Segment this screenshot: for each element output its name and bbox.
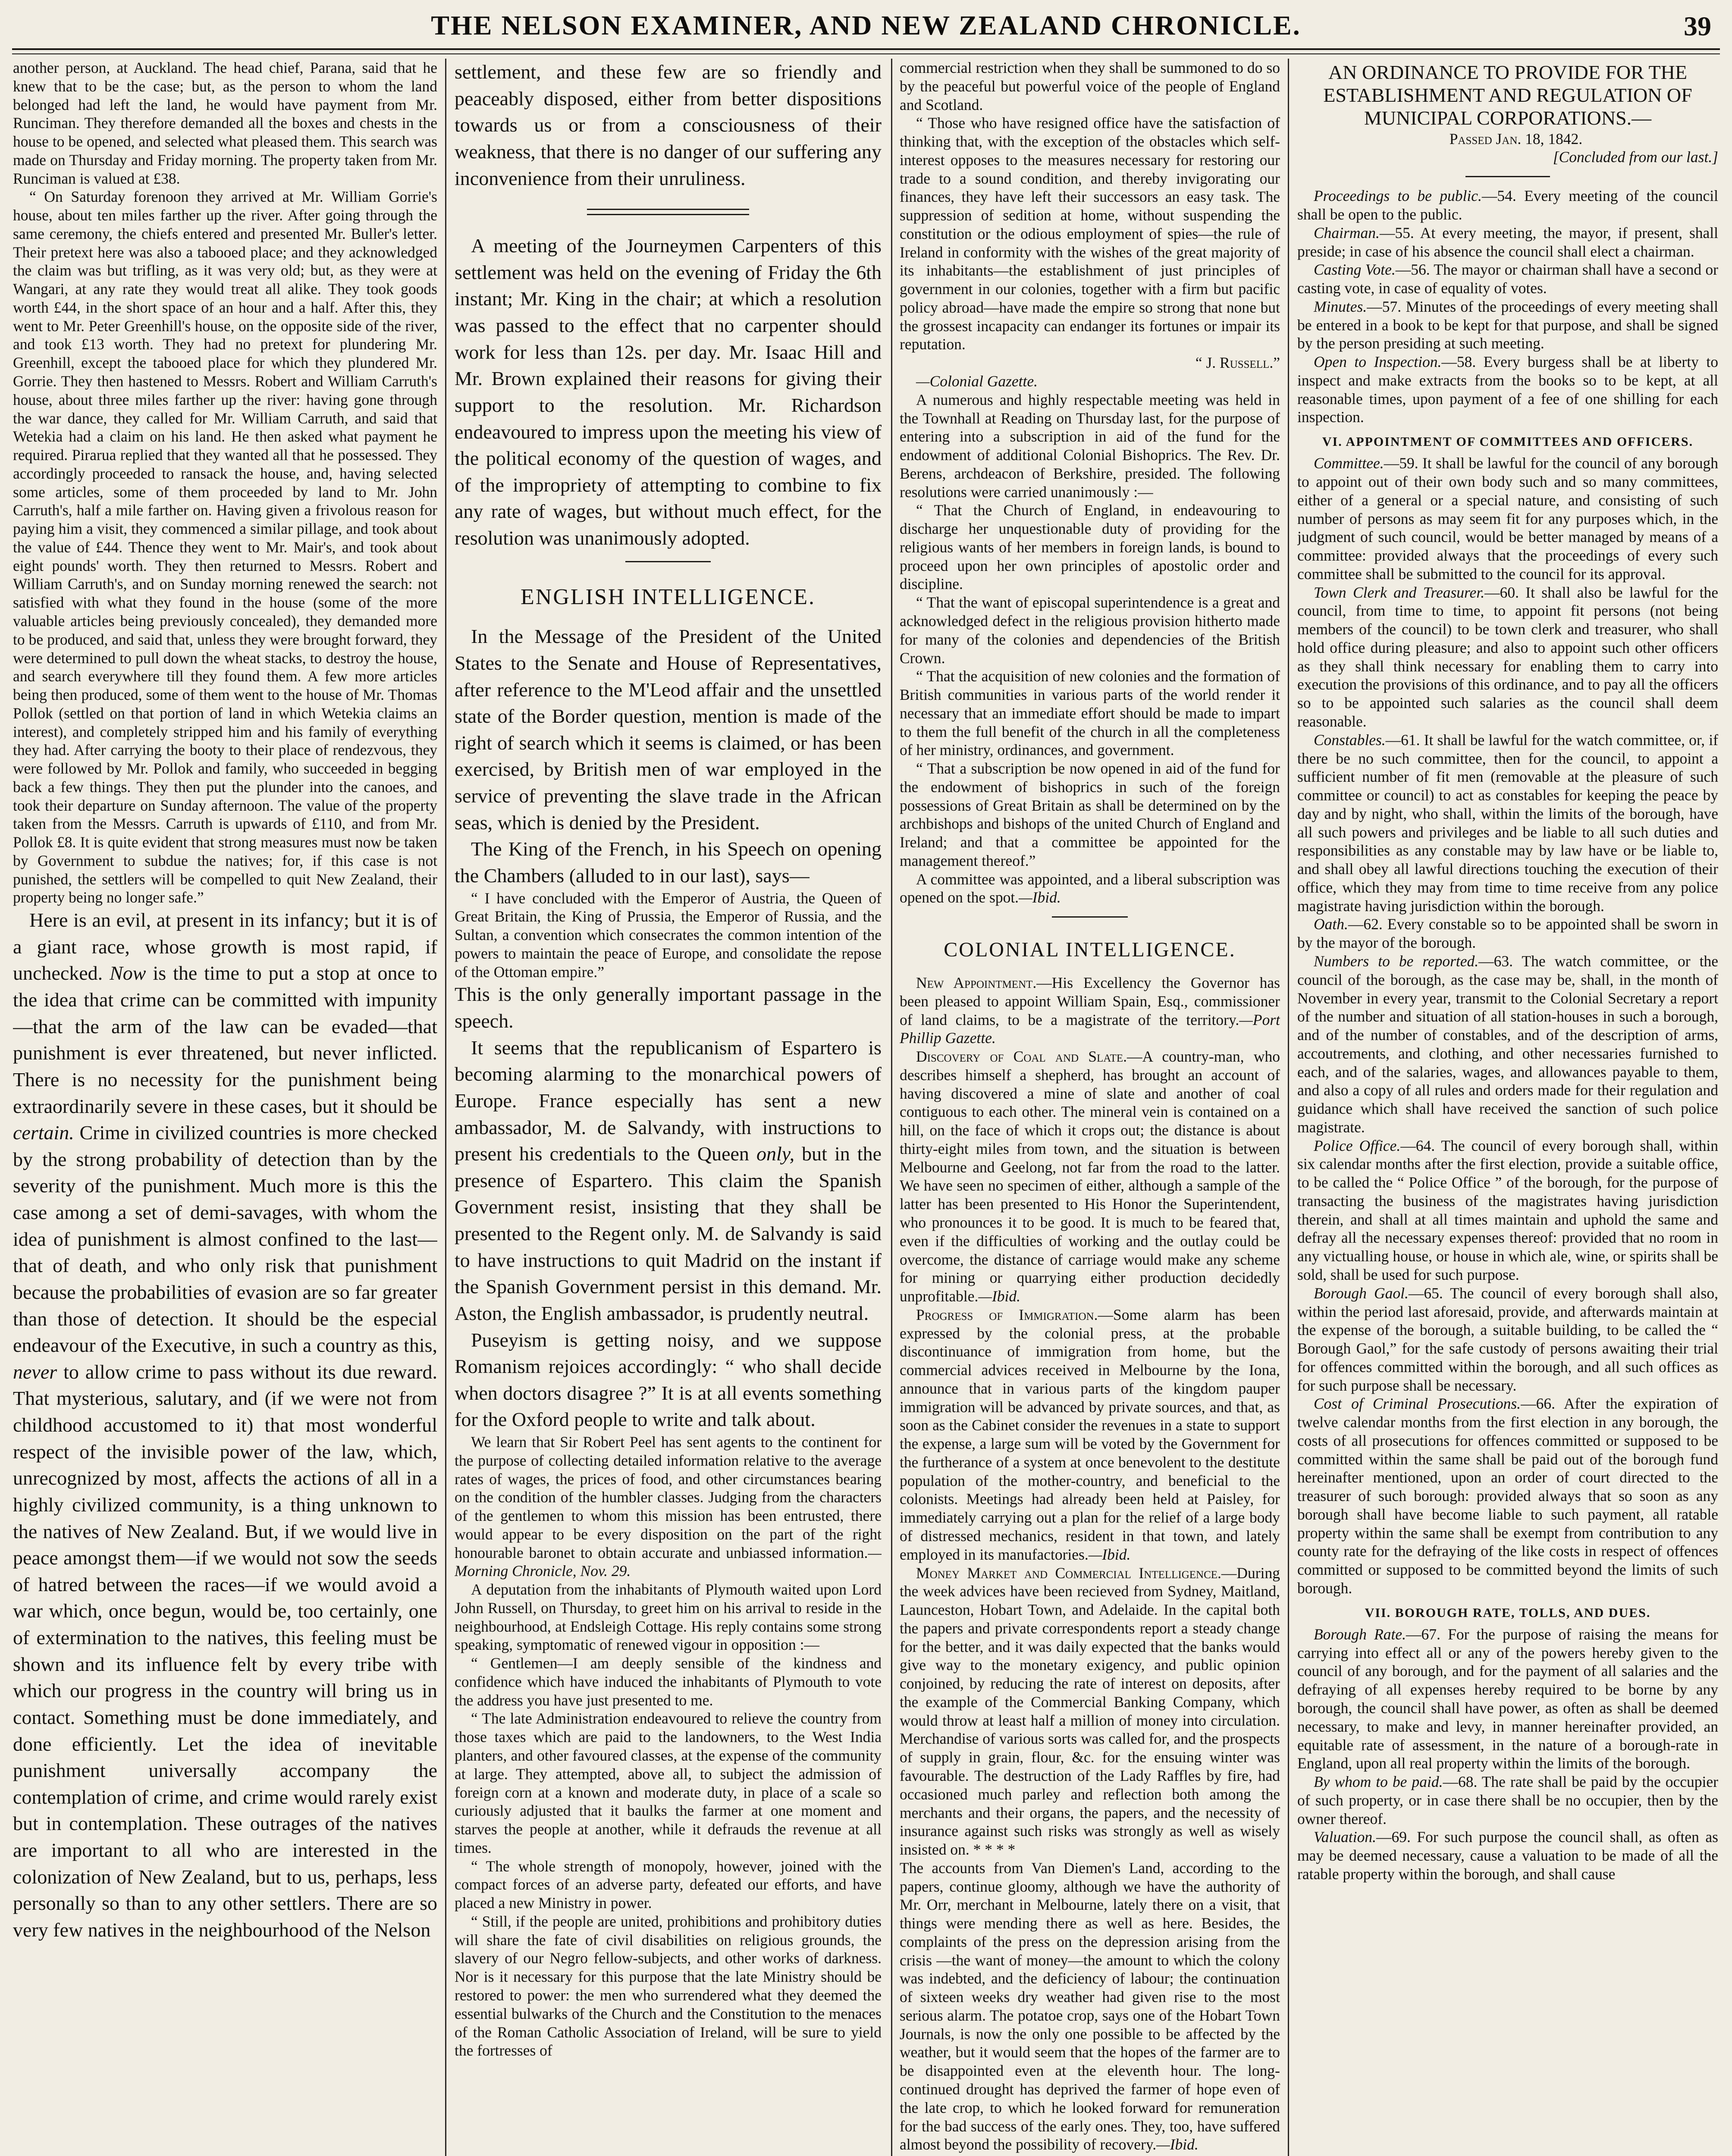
clause-title: By whom to be paid.	[1314, 1773, 1443, 1791]
section-separator	[1052, 916, 1128, 918]
item-title: Progress of Immigration.	[916, 1306, 1098, 1323]
column-4	[1297, 59, 1718, 2156]
ordinance-clause	[1297, 260, 1718, 298]
article-paragraph: “ Still, if the people are united, prohibitions and prohibitory duties will share the fate of civil disabilities on religious grounds, the slavery of our Negro fellow-subjects, and other works of darkness. Nor is it necessary for this purpose that the late Ministry should be restored to power: the men who surrendered what they deemed the essential bulwarks of the Church and the Constitution to the menaces of the Roman Catholic Association of Ireland, will be sure to yield the fortresses of	[455, 1912, 882, 2059]
article-paragraph: “ That the acquisition of new colonies and the formation of British communities in various parts of the world render it necessary that an immediate effort should be made to impart to them the full benefit of the church in all the completeness of her ministry, ordinances, and government.	[900, 667, 1280, 759]
article-paragraph: “ That the Church of England, in endeavouring to discharge her unquestionable duty of providing for the religious wants of her members in foreign lands, is bound to proceed upon her own principles of apostolic order and discipline.	[900, 501, 1280, 593]
clause-title: Town Clerk and Treasurer.	[1314, 583, 1485, 601]
clause-title: Chairman.	[1314, 224, 1380, 241]
ordinance-clause	[1297, 1284, 1718, 1395]
editorial-paragraph: settlement, and these few are so friendly and peaceably disposed, either from better dispositions towards us or from a consciousness of their weakness, that there is no danger of our suffering any inconvenience from their unruliness.	[455, 61, 882, 189]
article-paragraph	[900, 870, 1280, 907]
part-heading: VII. BOROUGH RATE, TOLLS, AND DUES.	[1365, 1605, 1651, 1620]
clause-title: Numbers to be reported.	[1314, 952, 1479, 970]
continuation-note: [Concluded from our last.]	[1553, 148, 1718, 166]
source-attribution: —Ibid.	[1019, 889, 1061, 906]
clause-title: Borough Gaol.	[1314, 1284, 1409, 1302]
item-title: New Appointment.	[916, 974, 1037, 992]
emphasis-text: never	[13, 1360, 57, 1383]
article-paragraph: A deputation from the inhabitants of Plymouth waited upon Lord John Russell, on Thursday, to greet him on his arrival to reside in the neighbourhood, at Endsleigh Cottage. His reply contains some strong speaking, symptomatic of renewed vigour in opposition :—	[455, 1581, 882, 1654]
editorial-paragraph: In the Message of the President of the United States to the Senate and House of Representatives, after reference to the M'Leod affair and the unsettled state of the Border question, mention is made of the right of search which it seems is claimed, or has been exercised, by British men of war employed in the service of preventing the slave trade in the African seas, which is denied by the President.	[455, 625, 882, 834]
emphasis-text: only,	[756, 1143, 795, 1165]
article-paragraph: “ On Saturday forenoon they arrived at Mr. William Gorrie's house, about ten miles farther up the river. After going through the same ceremony, the chiefs entered and presented Mr. Buller's letter. Their pretext here was also a tabooed place; and they acknowledged the claim was but trifling, as it was very old; but, as they were at Wangari, at any rate they would treat all alike. They took goods worth £44, in the short space of an hour and a half. After this, they went to Mr. Peter Greenhill's house, on the opposite side of the river, and took £13 worth. They had no pretext for plundering Mr. Greenhill, except the tabooed place for which they plundered Mr. Gorrie. They then hastened to Messrs. Robert and William Carruth's house, about three miles farther up the river: having gone through the war dance, they called for Mr. William Carruth, and said that Wetekia had a claim on his land. He then asked what payment he required. Pirarua replied that they wanted all that he possessed. They accordingly proceeded to ransack the house, and, having selected some articles, some of them proceeded by land to Mr. John Carruth's, half a mile farther on. Having given a frivolous reason for paying him a visit, they commenced a similar pillage, and took about the value of £44. Thence they went to Mr. Mair's, and took about eight pounds' worth. They then returned to Messrs. Robert and William Carruth's, and on Sunday morning renewed the search: not satisfied with what they found in the house (some of the more valuable articles being previously concealed), they demanded more to be produced, and said that, unless they were brought forward, they were determined to pull down the wheat stacks, to destroy the house, and search everywhere till they found them. A few more articles being then produced, some of them went to the house of Mr. Thomas Pollok (settled on that portion of land in which Wetekia claims an interest), and completely stripped him and his family of everything they had. After carrying the booty to their place of rendezvous, they were followed by Mr. Pollok and family, who succeeded in begging back a few things. They then put the plunder into the canoes, and took their departure on Sunday afternoon. The value of the property taken from the Messrs. Carruth is upwards of £110, and from Mr. Pollok £8. It is quite evident that strong measures must now be taken by Government to subdue the natives; for, if this case is not punished, the settlers will be compelled to quit New Zealand, their property being no longer safe.”	[13, 188, 437, 906]
ordinance-clause	[1297, 1828, 1718, 1883]
news-item	[900, 1306, 1280, 1564]
clause-text: —58. Every burgess shall be at liberty to inspect and make extracts from the books so to be kept, at all reasonable times, upon payment of a fee of one shilling for each inspection.	[1297, 353, 1718, 426]
clause-title: Cost of Criminal Prosecutions.	[1314, 1395, 1521, 1413]
source-attribution: —Morning Chronicle, Nov. 29.	[455, 1544, 882, 1580]
emphasis-text: certain.	[13, 1122, 74, 1144]
editorial-text	[13, 907, 437, 1943]
news-item	[900, 1859, 1280, 2154]
article-paragraph: “ Those who have resigned office have the satisfaction of thinking that, with the exception of the obstacles which self-interest opposes to the measures necessary for restoring our trade to a sound condition, and thereby invigorating our finances, they have left their successors an easy task. The suppression of sedition at home, without suspending the constitution or the odious employment of spies—the rule of Ireland in conformity with the wishes of the great majority of its inhabitants—the establishment of just principles of government in our colonies, together with a firm but pacific policy abroad—have made the empire so strong that none but the grossest incapacity can endanger its fortunes or impair its reputation.	[900, 114, 1280, 353]
clause-text: —64. The council of every borough shall, within six calendar months after the first election, provide a suitable office, to be called the “ Police Office ” of the borough, for the purpose of transacting the business of the magistrates having jurisdiction therein, and shall at all times maintain and uphold the same and defray all the necessary expenses thereof: provided that no room in any victualling house, or house in which ale, wine, or spirits shall be sold, shall be used for such purpose.	[1297, 1137, 1718, 1283]
clause-title: Open to Inspection.	[1314, 353, 1442, 371]
article-paragraph: “ That a subscription be now opened in aid of the fund for the endowment of bishoprics in such of the foreign possessions of Great Britain as shall be determined on by the archbishops and bishops of the united Church of England and Ireland; and that a committee be appointed for the management thereof.”	[900, 760, 1280, 869]
column-rule	[891, 59, 892, 2156]
section-separator	[1465, 176, 1550, 177]
ordinance-clause	[1297, 1137, 1718, 1284]
section-separator	[587, 209, 749, 215]
ordinance-title: AN ORDINANCE TO PROVIDE FOR THE ESTABLISHMENT AND REGULATION OF MUNICIPAL CORPORATIONS.—	[1323, 61, 1692, 129]
news-item	[900, 1047, 1280, 1306]
clause-text: —62. Every constable so to be appointed shall be sworn in by the mayor of the borough.	[1297, 915, 1718, 952]
editorial-text-run: but in the presence of Espartero. This claim the Spanish Government resist, insisting that they shall be presented to the Regent only. M. de Salvandy is said to have instructions to quit Madrid on the instant if the Spanish Government persist in this demand. Mr. Aston, the English ambassador, is prudently neutral.	[455, 1143, 882, 1324]
editorial-paragraph	[455, 1034, 882, 1327]
masthead-title: THE NELSON EXAMINER, AND NEW ZEALAND CHRONICLE.	[431, 10, 1301, 41]
ordinance-clause	[1297, 731, 1718, 915]
clause-text: —65. The council of every borough shall also, within the period last aforesaid, provide, and afterwards maintain at the expense of the borough, a suitable building, to be called the “ Borough Gaol,” for the safe custody of persons awaiting their trial for offences committed within the borough, and all such offices as for such purpose shall be necessary.	[1297, 1284, 1718, 1394]
clause-text: —63. The watch committee, or the council of the borough, as the case may be, shall, in the month of November in every year, transmit to the Colonial Secretary a report of the number and situation of all station-houses in such a borough, and of the number of constables, and of the description of arms, accoutrements, and clothing, and other necessaries furnished to each, and of the salaries, wages, and allowances payable to them, and also a copy of all rules and orders made for their regulation and guidance which shall have received the sanction of such police magistrate.	[1297, 952, 1718, 1136]
article-paragraph: A numerous and highly respectable meeting was held in the Townhall at Reading on Thursday last, for the purpose of entering into a subscription in aid of the fund for the endowment of additional Colonial Bishoprics. The Rev. Dr. Berens, archdeacon of Berkshire, presided. The following resolutions were carried unanimously :—	[900, 391, 1280, 501]
editorial-text-run: is the time to put a stop at once to the idea that crime can be committed with impunity—that the arm of the law can be evaded—that punishment is ever threatened, but never inflicted. There is no necessity for the punishment being extraordinarily severe in these cases, but it should be	[13, 962, 437, 1117]
source-attribution: —Port Phillip Gazette.	[900, 1011, 1280, 1047]
clause-title: Oath.	[1314, 915, 1348, 933]
clause-title: Valuation.	[1314, 1828, 1376, 1846]
source-attribution: —Ibid.	[1088, 1545, 1131, 1563]
section-separator	[625, 561, 711, 562]
news-item	[900, 1564, 1280, 1859]
column-2	[455, 59, 882, 2156]
clause-text: —55. At every meeting, the mayor, if present, shall preside; in case of his absence the council shall elect a chairman.	[1297, 224, 1718, 260]
ordinance-clause	[1297, 187, 1718, 224]
clause-text: —61. It shall be lawful for the watch committee, or, if there be no such committee, then for the council, to appoint a sufficient number of fit men (removable at the pleasure of such committee or council) to act as constables for keeping the peace by day and by night, who shall, within the limits of the borough, have all such powers and privileges and be liable to all such duties and responsibilities as any constable may by law have or be liable to, and shall obey all lawful directions touching the execution of their office, which they may from time to time receive from any police magistrate having jurisdiction within the borough.	[1297, 731, 1718, 915]
ordinance-date: Passed Jan. 18, 1842.	[1449, 130, 1583, 147]
clause-text: —68. The rate shall be paid by the occupier of such property, or in case there shall be no occupier, then by the owner thereof.	[1297, 1773, 1718, 1827]
clause-text: —66. After the expiration of twelve calendar months from the first election in any borough, the costs of all prosecutions for offences committed or supposed to be committed within the same shall be paid out of the borough fund hereinafter mentioned, upon an order of court directed to the treasurer of such borough: provided always that so soon as any borough shall have become liable to such payment, all ratable property within the same shall be exempt from contribution to any county rate for the defraying of the like costs in respect of offences committed or supposed to be committed beyond the limits of such borough.	[1297, 1395, 1718, 1597]
source-attribution: —Ibid.	[1156, 2136, 1199, 2153]
article-paragraph: “ I have concluded with the Emperor of Austria, the Queen of Great Britain, the King of Prussia, the Emperor of Russia, and the Sultan, a convention which consecrates the common intention of the powers to maintain the peace of Europe, and consolidate the repose of the Ottoman empire.”	[455, 889, 882, 981]
part-heading: VI. APPOINTMENT OF COMMITTEES AND OFFICERS.	[1322, 435, 1694, 449]
article-paragraph: commercial restriction when they shall be summoned to do so by the peaceful but powerful voice of the people of England and Scotland.	[900, 59, 1280, 113]
signature: “ J. Russell.”	[1195, 354, 1280, 372]
ordinance-clause	[1297, 1625, 1718, 1773]
clause-title: Constables.	[1314, 731, 1386, 749]
clause-title: Casting Vote.	[1314, 261, 1396, 279]
ordinance-clause	[1297, 353, 1718, 426]
article-paragraph	[455, 1433, 882, 1580]
article-text-run: —A country-man, who describes himself a shepherd, has brought an account of having discovered a mine of slate and another of coal contiguous to each other. The mineral vein is contained on a hill, on the face of which it crops out; the distance is about thirty-eight miles from town, and the situation is between Melbourne and Geelong, not far from the road to the latter. We have seen no specimen of either, although a sample of the latter has been presented to His Honor the Superintendent, who pronounces it to be good. It is much to be feared that, even if the difficulties of working and the outlay could be overcome, the distance of carriage would make any scheme for mining or quarrying either production decidedly unprofitable.	[900, 1048, 1280, 1305]
item-title: Discovery of Coal and Slate.	[916, 1048, 1127, 1065]
emphasis-text: Now	[110, 962, 146, 984]
column-rule	[1288, 59, 1289, 2156]
clause-text: —69. For such purpose the council shall, as often as may be deemed necessary, cause a valuation to be made of all the ratable property within the borough, and shall cause	[1297, 1828, 1718, 1883]
editorial-paragraph: This is the only generally important passage in the speech.	[455, 983, 882, 1032]
column-3	[900, 59, 1280, 2156]
clause-title: Police Office.	[1314, 1137, 1401, 1154]
article-text-run: The accounts from Van Diemen's Land, according to the papers, continue gloomy, although we have the authority of Mr. Orr, merchant in Melbourne, lately there on a visit, that things were mending there as well as here. Besides, the complaints of the press on the depression arising from the crisis —the want of money—the amount to which the colony was indebted, and the deficiency of labour; the continuation of sixteen weeks dry weather had given rise to the most serious alarm. The potatoe crop, says one of the Hobart Town Journals, is now the only one possible to be affected by the weather, but it would seem that the hopes of the farmer are to be disappointed even at the eleventh hour. The long-continued drought has deprived the farmer of hope even of the late crop, to which he looked forward for remuneration for the bad success of the early ones. They, too, have suffered almost beyond the possibility of recovery.	[900, 1859, 1280, 2153]
omission-stars: * * * *	[973, 1841, 1016, 1858]
clause-title: Borough Rate.	[1314, 1625, 1406, 1643]
clause-text: —54. Every meeting of the council shall be open to the public.	[1297, 187, 1718, 223]
clause-text: —60. It shall also be lawful for the council, from time to time, to appoint fit persons (not being members of the council) to be town clerk and treasurer, who shall hold office during pleasure; and also to appoint such other officers as they shall think necessary for enabling them to carry into execution the provisions of this ordinance, and to pay all the officers so to be appointed such salaries as the council shall deem reasonable.	[1297, 583, 1718, 730]
ordinance-clause	[1297, 298, 1718, 353]
article-text-run: —His Excellency the Governor has been pleased to appoint William Spain, Esq., commissioner of land claims, to be a magistrate of the territory.	[900, 974, 1280, 1028]
ordinance-clause	[1297, 1773, 1718, 1828]
editorial-text-run: It seems that the republicanism of Espartero is becoming alarming to the monarchical powers of Europe. France especially has sent a new ambassador, M. de Salvandy, with instructions to present his credentials to the Queen	[455, 1036, 882, 1165]
ordinance-clause	[1297, 915, 1718, 952]
page-number: 39	[1684, 11, 1711, 41]
clause-title: Committee.	[1314, 454, 1384, 472]
ordinance-clause	[1297, 952, 1718, 1137]
ordinance-clause	[1297, 224, 1718, 261]
clause-text: —67. For the purpose of raising the means for carrying into effect all or any of the powers hereby given to the council of any borough, and for the payment of all salaries and the defraying of all expenses hereby required to be borne by any borough, the council shall have power, as often as shall be deemed necessary, to make and levy, in manner hereinafter provided, an equitable rate of assessment, in the nature of a borough-rate in England, upon all real property within the limits of the borough.	[1297, 1625, 1718, 1772]
ordinance-clause	[1297, 1395, 1718, 1597]
ordinance-clause	[1297, 583, 1718, 731]
clause-text: —56. The mayor or chairman shall have a second or casting vote, in case of equality of votes.	[1297, 261, 1718, 297]
editorial-text-run: Here is an evil, at present in its infancy; but it is of a giant race, whose growth is most rapid, if unchecked.	[13, 909, 437, 984]
section-heading: ENGLISH INTELLIGENCE.	[521, 584, 816, 609]
masthead-rule	[12, 48, 1720, 54]
article-text-run: We learn that Sir Robert Peel has sent agents to the continent for the purpose of collecting detailed information relative to the average rates of wages, the prices of food, and other circumstances bearing on the condition of the humbler classes. Judging from the characters of the gentlemen to whom this mission has been entrusted, there would appear to be every disposition on the part of the right honourable baronet to obtain accurate and unbiassed information.	[455, 1433, 882, 1561]
column-rule	[445, 59, 446, 2156]
column-1	[13, 59, 437, 2156]
article-paragraph: “ The late Administration endeavoured to relieve the country from those taxes which are paid to the landowners, to the West India planters, and other favoured classes, at the expense of the community at large. They attempted, above all, to subject the admission of foreign corn at a known and moderate duty, in place of a scale so curiously adjusted that it baulks the farmer at one moment and starves the people at another, while it defrauds the revenue at all times.	[455, 1710, 882, 1856]
editorial-paragraph: A meeting of the Journeymen Carpenters of this settlement was held on the evening of Friday the 6th instant; Mr. King in the chair; at which a resolution was passed to the effect that no carpenter should work for less than 12s. per day. Mr. Isaac Hill and Mr. Brown explained their reasons for giving their support to the resolution. Mr. Richardson endeavoured to impress upon the meeting his view of the political economy of the question of wages, and of the impropriety of attempting to combine to fix any rate of wages, but without much effect, for the resolution was unanimously adopted.	[455, 235, 882, 549]
clause-text: —57. Minutes of the proceedings of every meeting shall be entered in a book to be kept for that purpose, and shall be signed by the person presiding at such meeting.	[1297, 298, 1718, 352]
article-paragraph: “ That the want of episcopal superintendence is a great and acknowledged defect in the religious provision hitherto made for many of the colonies and dependencies of the British Crown.	[900, 594, 1280, 667]
ordinance-clause	[1297, 454, 1718, 583]
clause-title: Proceedings to be public.	[1314, 187, 1482, 205]
article-paragraph: “ The whole strength of monopoly, however, joined with the compact forces of an adverse party, defeated our efforts, and have placed a new Ministry in power.	[455, 1857, 882, 1912]
section-heading: COLONIAL INTELLIGENCE.	[944, 938, 1236, 962]
article-paragraph: “ Gentlemen—I am deeply sensible of the kindness and confidence which have induced the inhabitants of Plymouth to vote the address you have just presented to me.	[455, 1655, 882, 1709]
clause-title: Minutes.	[1314, 298, 1367, 315]
source-attribution: —Colonial Gazette.	[916, 373, 1038, 390]
article-text-run: A committee was appointed, and a liberal subscription was opened on the spot.	[900, 870, 1280, 906]
editorial-paragraph: The King of the French, in his Speech on opening the Chambers (alluded to in our last), says—	[455, 838, 882, 887]
news-item	[900, 974, 1280, 1047]
clause-text: —59. It shall be lawful for the council of any borough to appoint out of their own body such and so many committees, either of a general or a special nature, and consisting of such number of persons as may seem fit for any purposes which, in the judgment of such council, would be better managed by means of a committee: provided always that the proceedings of every such committee shall be submitted to the council for its approval.	[1297, 454, 1718, 583]
item-title: Money Market and Commercial Intelligence.	[916, 1564, 1221, 1582]
source-attribution: —Ibid.	[978, 1288, 1020, 1305]
article-text-run: —During the week advices have been recieved from Sydney, Maitland, Launceston, Hobart Town, and Adelaide. In the capital both the papers and private correspondents report a steady change for the better, and it was daily expected that the banks would give way to the monetary exigency, and public opinion conjoined, by reducing the rate of interest on deposits, after the example of the Commercial Banking Company, which would throw at least half a million of money into circulation. Merchandise of various sorts was called for, and the prospects of supply in grain, flour, &c. for the ensuing winter was favourable. The destruction of the Lady Raffles by fire, had occasioned much parley and reflection both among the merchants and their organs, the papers, and the necessity of insurance against such risks was strongly as well as wisely insisted on.	[900, 1564, 1280, 1858]
editorial-text-run: to allow crime to pass without its due reward. That mysterious, salutary, and (if we were not from childhood accustomed to it) that most wonderful respect of the invisible power of the law, which, unrecognized by most, affects the actions of all in a highly civilized community, is a thing unknown to the natives of New Zealand. But, if we would live in peace amongst them—if we would not sow the seeds of hatred between the races—if we would avoid a war which, once begun, would be, too certainly, one of extermination to the natives, this feeling must be shown and its influence felt by every tribe with which our progress in the country will bring us in contact. Something must be done immediately, and done efficiently. Let the idea of inevitable punishment universally accompany the contemplation of crime, and crime would rarely exist but in contemplation. These outrages of the natives are important to all who are interested in the colonization of New Zealand, but to us, perhaps, less personally so than to any other settlers. There are so very few natives in the neighbourhood of the Nelson	[13, 1360, 437, 1941]
article-paragraph: another person, at Auckland. The head chief, Parana, said that he knew that to be the case; but, as the person to whom the land belonged had left the land, he would have payment from Mr. Runciman. They therefore demanded all the boxes and chests in the house to be opened, and selected what pleased them. This search was made on Thursday and Friday morning. The property taken from Mr. Runciman is valued at £38.	[13, 59, 437, 187]
editorial-text-run: Crime in civilized countries is more checked by the strong probability of detection than by the severity of the punishment. Much more is this the case among a set of demi-savages, with whom the idea of punishment is almost confined to the last—that of death, and who only risk that punishment because the probabilities of evasion are so far greater than those of detection. It should be the especial endeavour of the Executive, in such a country as this,	[13, 1122, 437, 1357]
masthead	[0, 0, 1732, 64]
editorial-paragraph: Puseyism is getting noisy, and we suppose Romanism rejoices accordingly: “ who shall decide when doctors disagree ?” It is at all events something for the Oxford people to write and talk about.	[455, 1329, 882, 1431]
article-text-run: —Some alarm has been expressed by the colonial press, at the probable discontinuance of immigration from home, but the commercial advices received in Melbourne by the Iona, announce that in various parts of the kingdom pauper immigration will be advanced by private sources, and that, as soon as the Cabinet consider the revenues in a state to support the expense, a large sum will be voted by the Government for the furtherance of a system at once benevolent to the destitute population of the mother-country, and beneficial to the colonists. Meetings had already been held at Paisley, for immediately carrying out a plan for the relief of a large body of distressed mechanics, resident in that town, and lately employed in its manufactories.	[900, 1306, 1280, 1563]
editorial-paragraph	[13, 907, 437, 1943]
